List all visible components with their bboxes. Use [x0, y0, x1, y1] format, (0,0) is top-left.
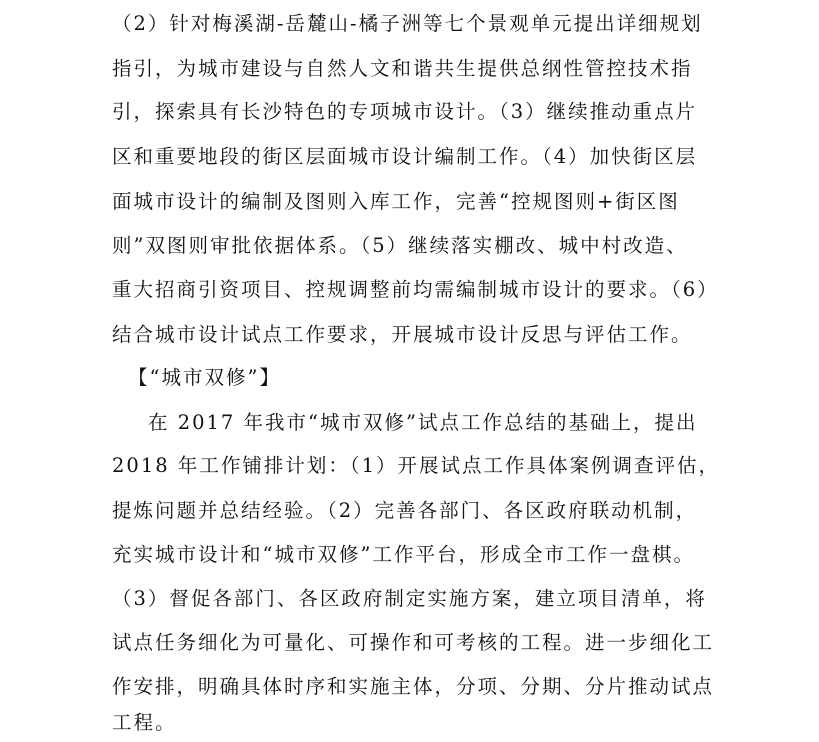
text-line: （3）督促各部门、各区政府制定实施方案，建立项目清单，将 [112, 587, 707, 610]
text-line: 在 2017 年我市“城市双修”试点工作总结的基础上，提出 [148, 411, 698, 434]
section-heading: 【“城市双修”】 [128, 366, 281, 389]
text-line: 提炼问题并总结经验。（2）完善各部门、各区政府联动机制， [112, 499, 698, 522]
text-line: 工程。 [112, 711, 177, 734]
text-line: 重大招商引资项目、控规调整前均需编制城市设计的要求。（6） [112, 278, 719, 301]
text-line: 指引，为城市建设与自然人文和谐共生提供总纲性管控技术指 [112, 57, 693, 80]
text-line: 则”双图则审批依据体系。（5）继续落实棚改、城中村改造、 [112, 234, 688, 257]
text-line: 面城市设计的编制及图则入库工作，完善“控规图则+街区图 [112, 190, 680, 213]
text-line: 作安排，明确具体时序和实施主体，分项、分期、分片推动试点 [112, 675, 715, 698]
text-line: 区和重要地段的街区层面城市设计编制工作。（4）加快街区层 [112, 145, 698, 168]
text-line: 引，探索具有长沙特色的专项城市设计。（3）继续推动重点片 [112, 100, 698, 123]
text-line: 充实城市设计和“城市双修”工作平台，形成全市工作一盘棋。 [112, 543, 695, 566]
text-line: 2018 年工作铺排计划：（1）开展试点工作具体案例调查评估， [112, 454, 720, 477]
text-line: （2）针对梅溪湖-岳麓山-橘子洲等七个景观单元提出详细规划 [112, 12, 703, 35]
text-line: 结合城市设计试点工作要求，开展城市设计反思与评估工作。 [112, 323, 693, 346]
text-line: 试点任务细化为可量化、可操作和可考核的工程。进一步细化工 [112, 631, 715, 654]
